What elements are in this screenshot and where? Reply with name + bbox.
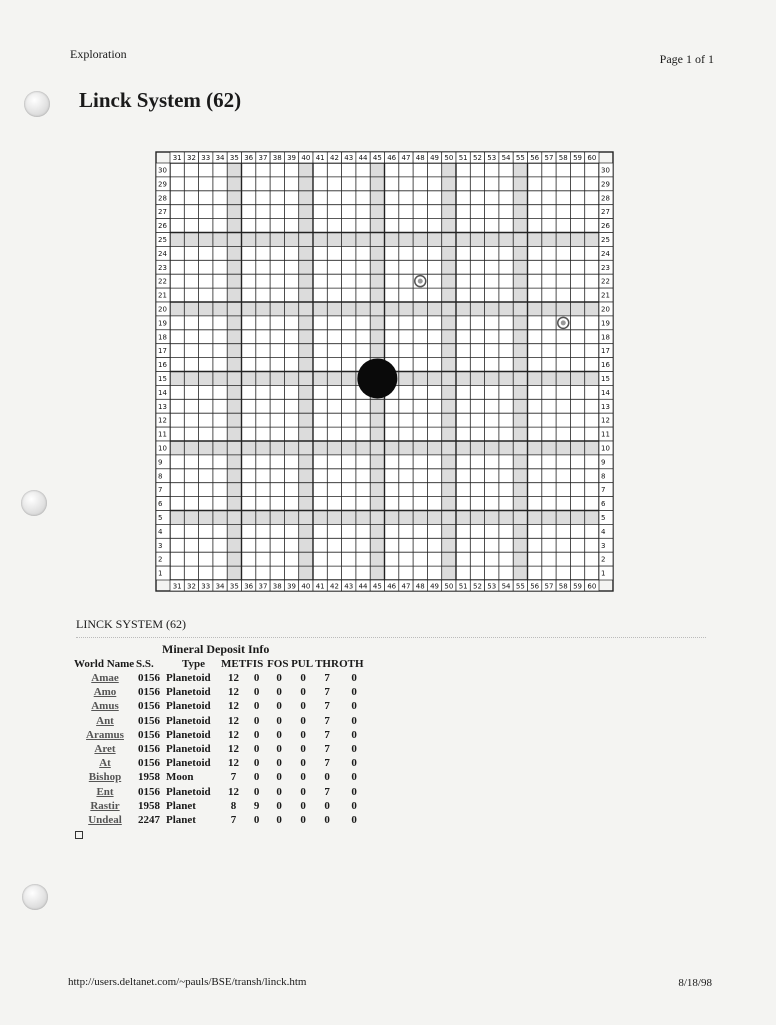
row-label-right: 23 (601, 263, 610, 272)
cell-oth: 0 (351, 799, 357, 812)
col-label-bottom: 45 (372, 582, 382, 591)
cell-world-name[interactable]: Rastir (90, 799, 120, 812)
cell-thr: 7 (324, 728, 330, 741)
col-label-top: 33 (201, 154, 211, 162)
row-label-right: 20 (601, 305, 610, 314)
row-label-left: 27 (158, 208, 167, 217)
col-label-top: 40 (301, 154, 311, 162)
row-label-right: 10 (601, 444, 610, 453)
col-label-top: 53 (487, 154, 497, 162)
cell-oth: 0 (351, 672, 357, 685)
col-label-bottom: 40 (301, 582, 311, 591)
row-label-left: 2 (158, 555, 163, 564)
col-label-top: 44 (358, 154, 368, 162)
row-label-right: 29 (601, 180, 610, 189)
row-label-right: 24 (601, 249, 610, 258)
cell-met: 12 (228, 728, 240, 741)
cell-ss: 1958 (138, 771, 160, 784)
punch-hole-bottom (22, 884, 48, 910)
mineral-table (74, 656, 369, 827)
row-label-right: 28 (601, 194, 610, 203)
cell-met: 12 (228, 757, 240, 770)
cell-pul: 0 (300, 728, 306, 741)
col-label-bottom: 34 (215, 582, 225, 591)
table-row (74, 714, 369, 728)
row-label-left: 22 (158, 277, 167, 286)
cell-fos: 0 (276, 728, 282, 741)
row-label-right: 25 (601, 235, 610, 244)
cell-fis: 0 (253, 728, 260, 741)
cell-type: Planet (166, 799, 196, 812)
star-marker (357, 358, 397, 398)
cell-world-name[interactable]: Amae (91, 672, 119, 685)
row-label-right: 7 (601, 486, 606, 495)
row-label-right: 15 (601, 374, 610, 383)
col-label-bottom: 36 (244, 582, 254, 591)
col-label-top: 50 (444, 154, 454, 162)
table-row (74, 671, 369, 685)
row-label-left: 8 (158, 472, 163, 481)
col-label-bottom: 33 (201, 582, 211, 591)
row-label-left: 4 (158, 527, 163, 536)
col-label-top: 46 (387, 154, 397, 162)
cell-fos: 0 (276, 757, 282, 770)
row-label-left: 20 (158, 305, 167, 314)
planet-marker-core (561, 320, 566, 325)
cell-fis: 0 (253, 813, 260, 826)
table-row (74, 799, 369, 813)
col-label-top: 49 (430, 154, 440, 162)
empty-checkbox-glyph (75, 831, 83, 839)
mineral-table-header (74, 656, 369, 671)
row-label-right: 1 (601, 569, 606, 578)
cell-fos: 0 (276, 799, 282, 812)
col-label-top: 56 (530, 154, 540, 162)
cell-type: Planetoid (166, 757, 211, 770)
row-label-right: 8 (601, 472, 606, 481)
cell-world-name[interactable]: Undeal (88, 813, 122, 826)
col-label-bottom: 38 (272, 582, 282, 591)
row-label-left: 13 (158, 402, 167, 411)
col-label-bottom: 46 (387, 582, 397, 591)
row-label-right: 5 (601, 513, 606, 522)
cell-fis: 0 (253, 672, 260, 685)
row-label-right: 19 (601, 319, 610, 328)
cell-thr: 7 (324, 757, 330, 770)
cell-pul: 0 (300, 714, 306, 727)
col-oth: OTH (339, 657, 364, 670)
cell-pul: 0 (300, 757, 306, 770)
col-ss: S.S. (136, 657, 154, 670)
row-label-right: 27 (601, 208, 610, 217)
table-row (74, 699, 369, 713)
cell-met: 8 (230, 799, 237, 812)
row-label-left: 5 (158, 513, 163, 522)
cell-thr: 0 (324, 771, 330, 784)
cell-thr: 0 (324, 799, 330, 812)
col-label-top: 45 (372, 154, 382, 162)
cell-thr: 7 (324, 686, 330, 699)
cell-type: Planetoid (166, 672, 211, 685)
col-label-bottom: 54 (501, 582, 511, 591)
cell-pul: 0 (300, 672, 306, 685)
row-label-left: 18 (158, 333, 167, 342)
cell-type: Planetoid (166, 785, 211, 798)
cell-oth: 0 (351, 728, 357, 741)
cell-fis: 0 (253, 771, 260, 784)
row-label-right: 30 (601, 166, 610, 175)
cell-world-name[interactable]: Bishop (88, 771, 122, 784)
row-label-left: 26 (158, 222, 167, 231)
row-label-left: 6 (158, 500, 163, 509)
row-label-right: 14 (601, 388, 610, 397)
row-label-left: 11 (158, 430, 167, 439)
row-label-right: 21 (601, 291, 610, 300)
row-label-left: 25 (158, 235, 167, 244)
cell-oth: 0 (351, 757, 357, 770)
row-label-left: 19 (158, 319, 167, 328)
row-label-left: 1 (158, 569, 163, 578)
col-label-bottom: 50 (444, 582, 454, 591)
row-label-left: 10 (158, 444, 167, 453)
cell-fis: 0 (253, 686, 260, 699)
cell-thr: 0 (324, 813, 330, 826)
cell-ss: 0156 (138, 672, 160, 685)
col-world-name: World Name (74, 657, 135, 670)
row-label-right: 18 (601, 333, 610, 342)
table-row (74, 813, 369, 827)
col-label-top: 60 (587, 154, 597, 162)
cell-world-name[interactable]: Ant (96, 714, 114, 727)
col-met: MET (221, 657, 247, 670)
cell-oth: 0 (351, 714, 357, 727)
page-title: Linck System (62) (79, 88, 242, 112)
row-label-left: 28 (158, 194, 167, 203)
col-label-bottom: 52 (472, 582, 482, 591)
cell-type: Planetoid (166, 728, 211, 741)
col-label-top: 43 (344, 154, 354, 162)
cell-oth: 0 (351, 771, 357, 784)
row-label-left: 21 (158, 291, 167, 300)
col-label-bottom: 44 (358, 582, 368, 591)
col-label-bottom: 55 (515, 582, 525, 591)
cell-ss: 0156 (138, 700, 160, 713)
col-label-top: 47 (401, 154, 411, 162)
cell-met: 12 (228, 686, 240, 699)
cell-fis: 0 (253, 785, 260, 798)
cell-oth: 0 (351, 813, 357, 826)
cell-oth: 0 (351, 700, 357, 713)
cell-fis: 9 (253, 799, 260, 812)
row-label-right: 12 (601, 416, 610, 425)
cell-thr: 7 (324, 743, 330, 756)
cell-ss: 0156 (138, 728, 160, 741)
footer-date: 8/18/98 (678, 977, 712, 989)
col-label-bottom: 51 (458, 582, 468, 591)
cell-world-name[interactable]: Ent (96, 785, 114, 798)
row-label-left: 15 (158, 374, 167, 383)
cell-world-name[interactable]: Aramus (86, 728, 124, 741)
row-label-left: 3 (158, 541, 163, 550)
col-label-bottom: 32 (186, 582, 196, 591)
row-label-left: 14 (158, 388, 167, 397)
header-section-label: Exploration (70, 47, 127, 61)
cell-met: 12 (228, 743, 240, 756)
row-label-right: 22 (601, 277, 610, 286)
cell-fis: 0 (253, 714, 260, 727)
col-label-top: 52 (472, 154, 482, 162)
col-label-top: 57 (544, 154, 554, 162)
row-label-left: 12 (158, 416, 167, 425)
table-row (74, 685, 369, 699)
cell-fos: 0 (276, 743, 282, 756)
col-label-top: 36 (244, 154, 254, 162)
cell-type: Planetoid (166, 686, 211, 699)
col-label-top: 54 (501, 154, 511, 162)
col-label-top: 35 (229, 154, 239, 162)
col-label-bottom: 58 (558, 582, 568, 591)
col-label-bottom: 41 (315, 582, 325, 591)
col-label-top: 32 (186, 154, 196, 162)
cell-pul: 0 (300, 799, 306, 812)
cell-fos: 0 (276, 813, 282, 826)
col-label-bottom: 60 (587, 582, 597, 591)
cell-ss: 0156 (138, 743, 160, 756)
cell-thr: 7 (324, 700, 330, 713)
cell-met: 12 (228, 672, 240, 685)
cell-ss: 1958 (138, 799, 160, 812)
cell-fis: 0 (253, 743, 260, 756)
col-label-bottom: 42 (329, 582, 339, 591)
col-label-top: 37 (258, 154, 268, 162)
cell-pul: 0 (300, 743, 306, 756)
table-row (74, 742, 369, 756)
col-fos: FOS (267, 657, 289, 670)
col-label-top: 48 (415, 154, 425, 162)
cell-ss: 0156 (138, 714, 160, 727)
row-label-left: 30 (158, 166, 167, 175)
cell-met: 12 (228, 700, 240, 713)
col-label-bottom: 31 (172, 582, 182, 591)
cell-type: Moon (166, 771, 194, 784)
col-label-bottom: 53 (487, 582, 497, 591)
cell-pul: 0 (300, 700, 306, 713)
row-label-right: 3 (601, 541, 606, 550)
divider (76, 637, 706, 638)
punch-hole-top (24, 91, 50, 117)
cell-thr: 7 (324, 785, 330, 798)
cell-fos: 0 (276, 672, 282, 685)
row-label-right: 11 (601, 430, 610, 439)
col-label-top: 55 (515, 154, 525, 162)
cell-world-name[interactable]: At (99, 757, 111, 770)
row-label-right: 16 (601, 361, 610, 370)
cell-ss: 0156 (138, 757, 160, 770)
row-label-right: 13 (601, 402, 610, 411)
row-label-right: 6 (601, 500, 606, 509)
row-label-left: 7 (158, 486, 163, 495)
cell-oth: 0 (351, 743, 357, 756)
col-thr: THR (315, 657, 339, 670)
cell-pul: 0 (300, 686, 306, 699)
cell-met: 12 (228, 714, 240, 727)
cell-fos: 0 (276, 771, 282, 784)
cell-fis: 0 (253, 700, 260, 713)
col-label-bottom: 39 (287, 582, 297, 591)
col-label-top: 38 (272, 154, 282, 162)
cell-met: 12 (228, 785, 240, 798)
col-label-top: 39 (287, 154, 297, 162)
cell-type: Planetoid (166, 714, 211, 727)
col-label-top: 31 (172, 154, 182, 162)
cell-oth: 0 (351, 785, 357, 798)
col-label-top: 51 (458, 154, 468, 162)
system-map (146, 141, 608, 601)
cell-met: 7 (230, 813, 237, 826)
cell-world-name[interactable]: Amo (93, 686, 117, 699)
row-label-right: 17 (601, 347, 610, 356)
cell-world-name[interactable]: Amus (91, 700, 119, 713)
col-label-top: 59 (573, 154, 583, 162)
col-type: Type (181, 657, 206, 670)
col-label-bottom: 37 (258, 582, 268, 591)
cell-thr: 7 (324, 714, 330, 727)
col-label-bottom: 47 (401, 582, 411, 591)
punch-hole-middle (21, 490, 47, 516)
table-row (74, 785, 369, 799)
col-label-top: 42 (329, 154, 339, 162)
col-label-bottom: 48 (415, 582, 425, 591)
cell-type: Planetoid (166, 743, 211, 756)
cell-ss: 0156 (138, 785, 160, 798)
cell-fos: 0 (276, 700, 282, 713)
col-label-bottom: 35 (229, 582, 239, 591)
row-label-right: 26 (601, 222, 610, 231)
system-label: LINCK SYSTEM (62) (76, 617, 186, 631)
cell-fos: 0 (276, 714, 282, 727)
row-label-right: 9 (601, 458, 606, 467)
col-fis: FIS (246, 657, 264, 670)
cell-fos: 0 (276, 785, 282, 798)
cell-thr: 7 (324, 672, 330, 685)
row-label-right: 2 (601, 555, 606, 564)
col-label-top: 41 (315, 154, 325, 162)
cell-met: 7 (230, 771, 237, 784)
cell-pul: 0 (300, 771, 306, 784)
row-label-left: 9 (158, 458, 163, 467)
row-label-left: 29 (158, 180, 167, 189)
row-label-left: 24 (158, 249, 167, 258)
cell-ss: 0156 (138, 686, 160, 699)
col-label-top: 34 (215, 154, 225, 162)
col-label-bottom: 43 (344, 582, 354, 591)
cell-pul: 0 (300, 813, 306, 826)
mineral-table-title: Mineral Deposit Info (162, 642, 270, 656)
cell-pul: 0 (300, 785, 306, 798)
page-indicator: Page 1 of 1 (659, 52, 714, 66)
row-label-left: 16 (158, 361, 167, 370)
table-row (74, 770, 369, 784)
cell-oth: 0 (351, 686, 357, 699)
row-label-right: 4 (601, 527, 606, 536)
col-label-bottom: 56 (530, 582, 540, 591)
cell-world-name[interactable]: Aret (94, 743, 116, 756)
row-label-left: 23 (158, 263, 167, 272)
cell-type: Planetoid (166, 700, 211, 713)
cell-fos: 0 (276, 686, 282, 699)
col-pul: PUL (291, 657, 314, 670)
col-label-top: 58 (558, 154, 568, 162)
cell-type: Planet (166, 813, 196, 826)
planet-marker-core (418, 279, 423, 284)
table-row (74, 728, 369, 742)
col-label-bottom: 49 (430, 582, 440, 591)
footer-url: http://users.deltanet.com/~pauls/BSE/transh/linck.htm (68, 976, 307, 988)
row-label-left: 17 (158, 347, 167, 356)
cell-fis: 0 (253, 757, 260, 770)
col-label-bottom: 59 (573, 582, 583, 591)
table-row (74, 756, 369, 770)
col-label-bottom: 57 (544, 582, 554, 591)
cell-ss: 2247 (138, 813, 160, 826)
